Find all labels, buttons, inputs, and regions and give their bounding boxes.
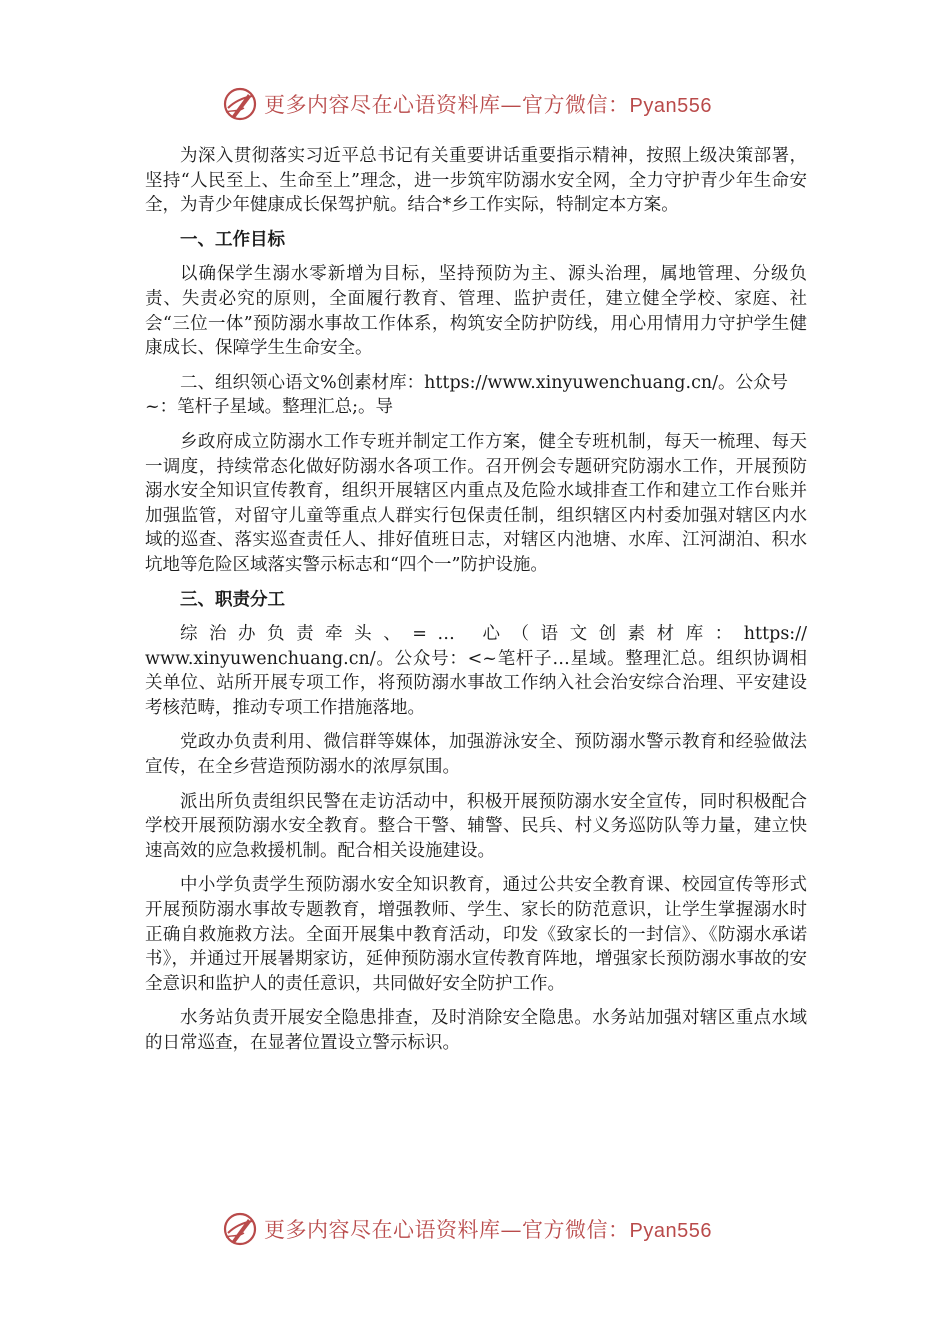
pen-logo-icon xyxy=(222,1211,258,1247)
duties-first-line-text: 综治办负责牵头、=… 心（语文创素材库： xyxy=(180,624,744,645)
banner-text xyxy=(264,89,712,119)
party-office-paragraph: 党政办负责利用、微信群等媒体，加强游泳安全、预防溺水警示教育和经验做法宣传，在全乡营造预防溺水的浓厚氛围。 xyxy=(145,732,807,778)
water-station-paragraph: 水务站负责开展安全隐患排查，及时消除安全隐患。水务站加强对辖区重点水域的日常巡查，在显著位置设立警示标识。 xyxy=(145,1008,807,1053)
duties-paragraph-comprehensive-office xyxy=(145,622,807,720)
banner-wechat-id: Pyan556 xyxy=(629,1220,712,1242)
intro-paragraph: 为深入贯彻落实习近平总书记有关重要讲话重要指示精神，按照上级决策部署，坚持“人民至上、生命至上”理念，进一步筑牢防溺水安全网，全力守护青少年生命安全，为青少年健康成长保驾护航。结合*乡工作实际，特制定本方案。 xyxy=(145,146,807,216)
goals-paragraph: 以确保学生溺水零新增为目标，坚持预防为主、源头治理，属地管理、分级负责、失责必究的原则，全面履行教育、管理、监护责任，建立健全学校、家庭、社会“三位一体”预防溺水事故工作体系，构筑安全防护防线，用心用情用力守护学生健康成长、保障学生生命安全。 xyxy=(145,264,807,359)
banner-slogan: 更多内容尽在心语资料库—官方微信： xyxy=(264,93,630,117)
document-body xyxy=(145,144,807,1066)
duties-first-line-url: https:// xyxy=(743,624,807,645)
duties-first-line xyxy=(145,622,807,647)
duties-rest-text: www.xinyuwenchuang.cn/。公众号：<~笔杆子…星域。整理汇总。组织协调相关单位、站所开展专项工作，将预防溺水事故工作纳入社会治安综合治理、平安建设考核范畴，推动专项工作措施落地。 xyxy=(145,648,807,718)
organization-paragraph: 乡政府成立防溺水工作专班并制定工作方案，健全专班机制，每天一梳理、每天一调度，持续常态化做好防溺水各项工作。召开例会专题研究防溺水工作，开展预防溺水安全知识宣传教育，组织开展辖区内重点及危险水域排查工作和建立工作台账并加强监管，对留守儿童等重点人群实行包保责任制，组织辖区内村委加强对辖区内水域的巡查、落实巡查责任人、排好值班日志，对辖区内池塘、水库、江河湖泊、积水坑地等危险区域落实警示标志和“四个一”防护设施。 xyxy=(145,431,807,575)
schools-paragraph: 中小学负责学生预防溺水安全知识教育，通过公共安全教育课、校园宣传等形式开展预防溺水事故专题教育，增强教师、学生、家长的防范意识，让学生掌握溺水时正确自救施救方法。全面开展集中教育活动，印发《致家长的一封信》、《防溺水承诺书》，并通过开展暑期家访，延伸预防溺水宣传教育阵地，增强家长预防溺水事故的安全意识和监护人的责任意识，共同做好安全防护工作。 xyxy=(145,875,807,994)
police-station-paragraph: 派出所负责组织民警在走访活动中，积极开展预防溺水安全宣传，同时积极配合学校开展预防溺水安全教育。整合干警、辅警、民兵、村义务巡防队等力量，建立快速高效的应急救援机制。配合相关设施建设。 xyxy=(145,791,807,861)
banner-slogan: 更多内容尽在心语资料库—官方微信： xyxy=(264,1218,630,1242)
section-heading-goals: 一、工作目标 xyxy=(180,229,285,250)
banner-wechat-id: Pyan556 xyxy=(629,95,712,117)
footer-banner xyxy=(222,1209,742,1249)
header-banner xyxy=(222,84,742,124)
section-heading-organization: 二、组织领心语文%创素材库：https://www.xinyuwenchuang.cn/。公众号~：笔杆子星域。整理汇总;。导 xyxy=(145,372,789,418)
pen-logo-icon xyxy=(222,86,258,122)
banner-text xyxy=(264,1214,712,1244)
section-heading-duties: 三、职责分工 xyxy=(180,589,285,610)
